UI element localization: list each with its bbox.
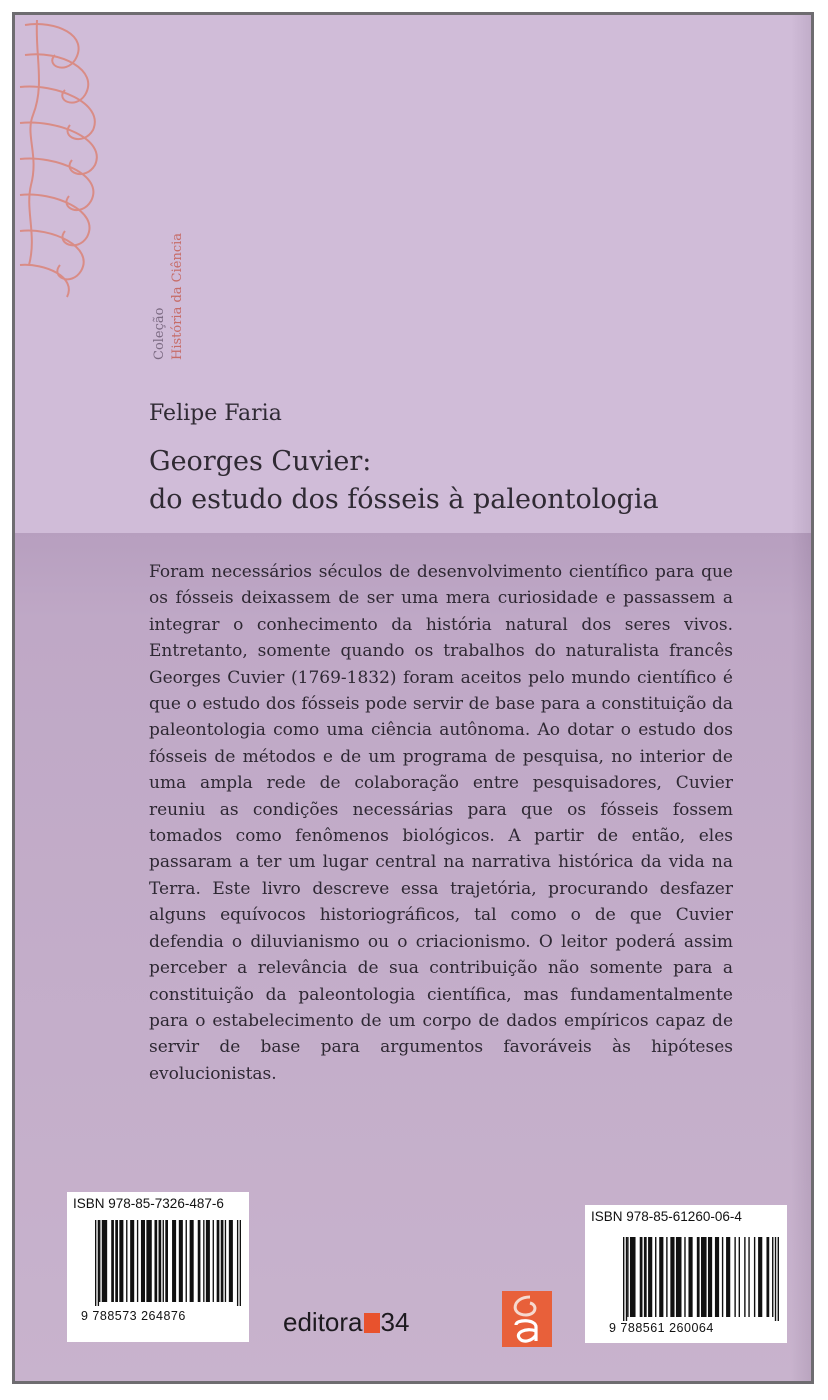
barcode-left-bars <box>95 1220 241 1306</box>
author-name: Felipe Faria <box>149 401 282 426</box>
barcode-left-digits: 9 788573 264876 <box>81 1309 186 1323</box>
isbn-right-label: ISBN 978-85-61260-06-4 <box>591 1209 742 1224</box>
barcode-left <box>67 1192 249 1342</box>
series-label <box>151 233 187 360</box>
publisher-logo <box>283 1307 409 1338</box>
publisher-square-icon <box>364 1313 380 1333</box>
title-line-2: do estudo dos fósseis à paleontologia <box>149 484 659 515</box>
isbn-left-label: ISBN 978-85-7326-487-6 <box>73 1196 224 1211</box>
publisher-number: 34 <box>380 1307 410 1337</box>
publisher-name: editora <box>283 1307 363 1337</box>
title-line-1: Georges Cuvier: <box>149 446 372 477</box>
book-title <box>149 443 659 519</box>
spine-shadow <box>791 15 811 1381</box>
series-name: História da Ciência <box>170 232 185 360</box>
barcode-right-digits: 9 788561 260064 <box>609 1321 714 1335</box>
blurb-text <box>149 559 733 1087</box>
co-publisher-logo-icon <box>502 1291 552 1347</box>
ornament-scrolls-icon <box>15 15 135 305</box>
barcode-right-bars <box>623 1237 779 1321</box>
series-colecao: Coleção <box>152 307 167 360</box>
book-back-cover <box>12 12 814 1384</box>
barcode-right <box>585 1205 787 1343</box>
blurb-paragraph: Foram necessários séculos de desenvolvimento científico para que os fósseis deixassem de ser uma mera curiosidade e passassem a integrar o conhecimento da história natural dos seres vivos. Entretanto, somente quando os trabalhos do naturalista francês Georges Cuvier (1769-1832) foram aceitos pelo mundo científico é que o estudo dos fósseis pode servir de base para a constituição da paleontologia como uma ciência autônoma. Ao dotar o estudo dos fósseis de métodos e de um programa de pesquisa, no interior de uma ampla rede de colaboração entre pesquisadores, Cuvier reuniu as condições necessárias para que os fósseis fossem tomados como fenômenos biológicos. A partir de então, eles passaram a ter um lugar central na narrativa histórica da vida na Terra. Este livro descreve essa trajetória, procurando desfazer alguns equívocos historiográficos, tal como o de que Cuvier defendia o diluvianismo ou o criacionismo. O leitor poderá assim perceber a relevância de sua contribuição não somente para a constituição da paleontologia científica, mas fundamentalmente para o estabelecimento de um corpo de dados empíricos capaz de servir de base para argumentos favoráveis às hipóteses evolucionistas. <box>149 562 733 1084</box>
